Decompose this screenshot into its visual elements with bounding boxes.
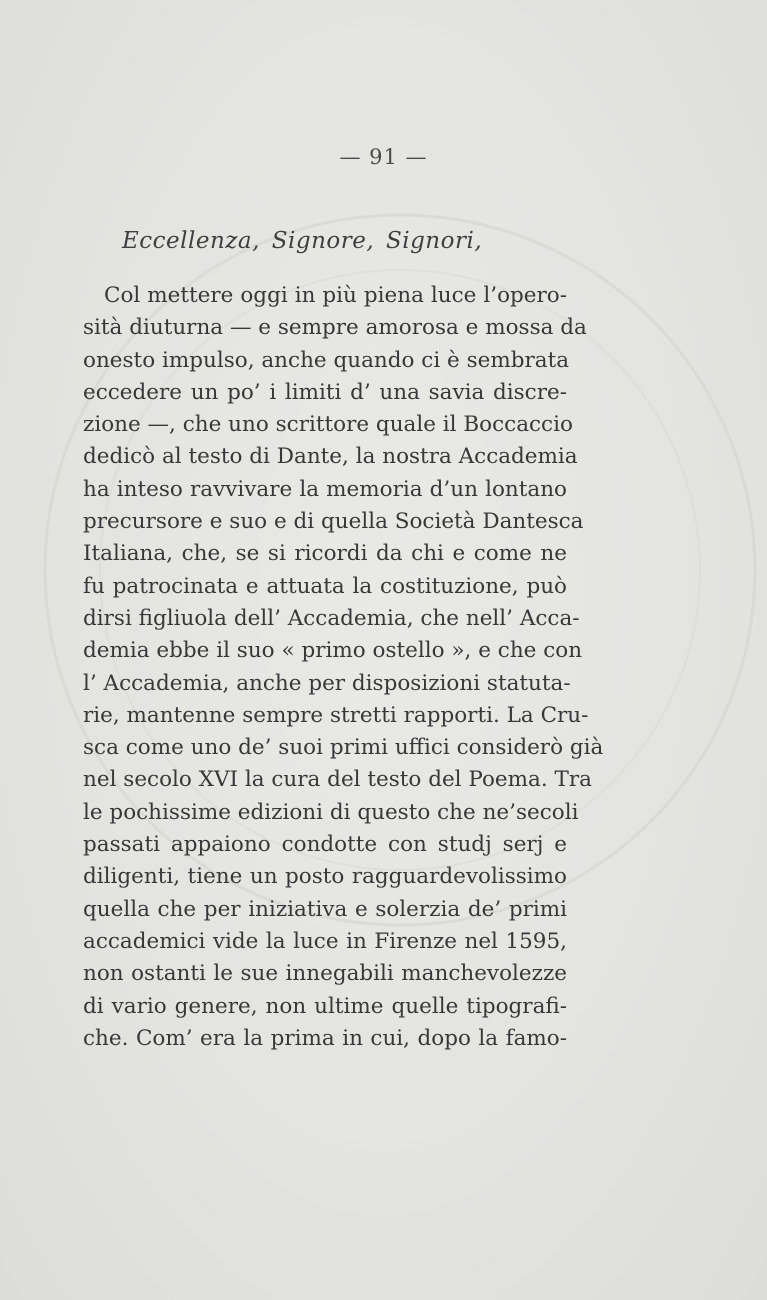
- text-line: zione —, che uno scrittore quale il Boccaccio: [83, 412, 573, 438]
- text-line: precursore e suo e di quella Società Dantesca: [83, 509, 584, 535]
- text-line: Col mettere oggi in più piena luce l’opero-: [104, 283, 567, 308]
- text-line: eccedere un po’ i limiti d’ una savia discre-: [83, 379, 567, 405]
- text-line: ha inteso ravvivare la memoria d’un lontano: [83, 476, 567, 502]
- text-line: rie, mantenne sempre stretti rapporti. La Cru-: [83, 702, 589, 728]
- text-line: le pochissime edizioni di questo che ne’secoli: [83, 799, 579, 825]
- text-line: sca come uno de’ suoi primi uffici considerò già: [83, 735, 604, 761]
- text-line: nel secolo XVI la cura del testo del Poema. Tra: [83, 767, 592, 793]
- text-line: l’ Accademia, anche per disposizioni statuta-: [83, 670, 571, 696]
- text-line: onesto impulso, anche quando ci è sembrata: [83, 347, 570, 373]
- text-line: passati appaiono condotte con studj serj e: [83, 832, 567, 858]
- salutation-heading: Eccellenza, Signore, Signori,: [122, 228, 483, 254]
- text-line: dedicò al testo di Dante, la nostra Accademia: [83, 444, 578, 470]
- body-paragraph: [83, 280, 604, 1055]
- text-line: di vario genere, non ultime quelle tipografi-: [83, 993, 567, 1019]
- text-line: diligenti, tiene un posto ragguardevolissimo: [83, 864, 567, 890]
- text-line: sità diuturna — e sempre amorosa e mossa da: [83, 315, 587, 341]
- text-line: fu patrocinata e attuata la costituzione, può: [83, 573, 567, 599]
- text-line: demia ebbe il suo « primo ostello », e che con: [83, 638, 583, 664]
- text-line: dirsi figliuola dell’ Accademia, che nell’ Acca-: [83, 605, 580, 631]
- text-line: accademici vide la luce in Firenze nel 1595,: [83, 928, 567, 954]
- page-number: — 91 —: [339, 145, 428, 169]
- text-line: che. Com’ era la prima in cui, dopo la famo-: [83, 1025, 567, 1051]
- text-line: Italiana, che, se si ricordi da chi e come ne: [83, 541, 567, 567]
- text-line: non ostanti le sue innegabili manchevolezze: [83, 961, 567, 987]
- text-line: quella che per iniziativa e solerzia de’ primi: [83, 896, 567, 922]
